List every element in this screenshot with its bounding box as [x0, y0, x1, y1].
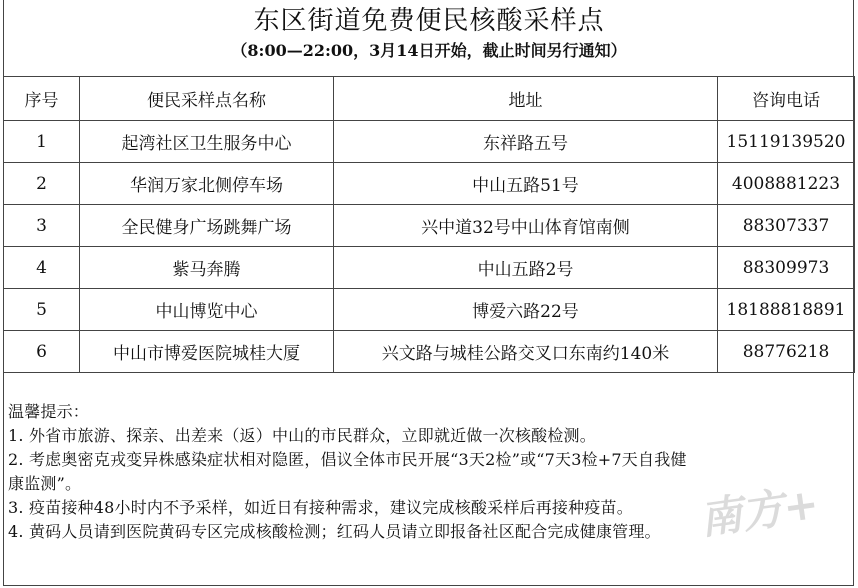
table-row [4, 163, 855, 205]
header-no: 序号 [4, 77, 80, 121]
cell-name: 起湾社区卫生服务中心 [80, 121, 334, 163]
note-line: 康监测”。 [8, 474, 82, 493]
sampling-sites-table [3, 76, 855, 373]
cell-phone: 18188818891 [718, 289, 855, 331]
header-phone: 咨询电话 [718, 77, 855, 121]
note-line: 2. 考虑奥密克戎变异株感染症状相对隐匿，倡议全体市民开展“3天2检”或“7天3检+7天自我健 [8, 450, 687, 469]
note-line: 3. 疫苗接种48小时内不予采样，如近日有接种需求，建议完成核酸采样后再接种疫苗。 [8, 498, 633, 517]
cell-address: 中山五路51号 [334, 163, 718, 205]
cell-address: 东祥路五号 [334, 121, 718, 163]
cell-no: 3 [4, 205, 80, 247]
cell-name: 紫马奔腾 [80, 247, 334, 289]
cell-address: 兴文路与城桂公路交叉口东南约140米 [334, 331, 718, 373]
cell-address: 兴中道32号中山体育馆南侧 [334, 205, 718, 247]
cell-name: 中山博览中心 [80, 289, 334, 331]
cell-no: 2 [4, 163, 80, 205]
table-row [4, 205, 855, 247]
cell-phone: 15119139520 [718, 121, 855, 163]
cell-name: 华润万家北侧停车场 [80, 163, 334, 205]
reminder-notes [8, 400, 848, 544]
cell-name: 全民健身广场跳舞广场 [80, 205, 334, 247]
table-header-row [4, 77, 855, 121]
page-title: 东区街道免费便民核酸采样点 [253, 6, 605, 36]
table-row [4, 247, 855, 289]
cell-phone: 88307337 [718, 205, 855, 247]
cell-no: 6 [4, 331, 80, 373]
cell-address: 博爱六路22号 [334, 289, 718, 331]
table-row [4, 289, 855, 331]
cell-name: 中山市博爱医院城桂大厦 [80, 331, 334, 373]
cell-no: 1 [4, 121, 80, 163]
header-name: 便民采样点名称 [80, 77, 334, 121]
cell-address: 中山五路2号 [334, 247, 718, 289]
note-line: 1. 外省市旅游、探亲、出差来（返）中山的市民群众，立即就近做一次核酸检测。 [8, 426, 596, 445]
note-line: 4. 黄码人员请到医院黄码专区完成核酸检测；红码人员请立即报备社区配合完成健康管理。 [8, 522, 661, 541]
table-row [4, 331, 855, 373]
table-row [4, 121, 855, 163]
header-address: 地址 [334, 77, 718, 121]
cell-no: 5 [4, 289, 80, 331]
cell-phone: 88309973 [718, 247, 855, 289]
watermark-logo: 南方+ [696, 478, 822, 544]
notes-heading: 温馨提示： [8, 402, 90, 421]
cell-phone: 88776218 [718, 331, 855, 373]
page-subtitle: （8:00—22:00，3月14日开始，截止时间另行通知） [231, 41, 627, 60]
cell-phone: 4008881223 [718, 163, 855, 205]
cell-no: 4 [4, 247, 80, 289]
